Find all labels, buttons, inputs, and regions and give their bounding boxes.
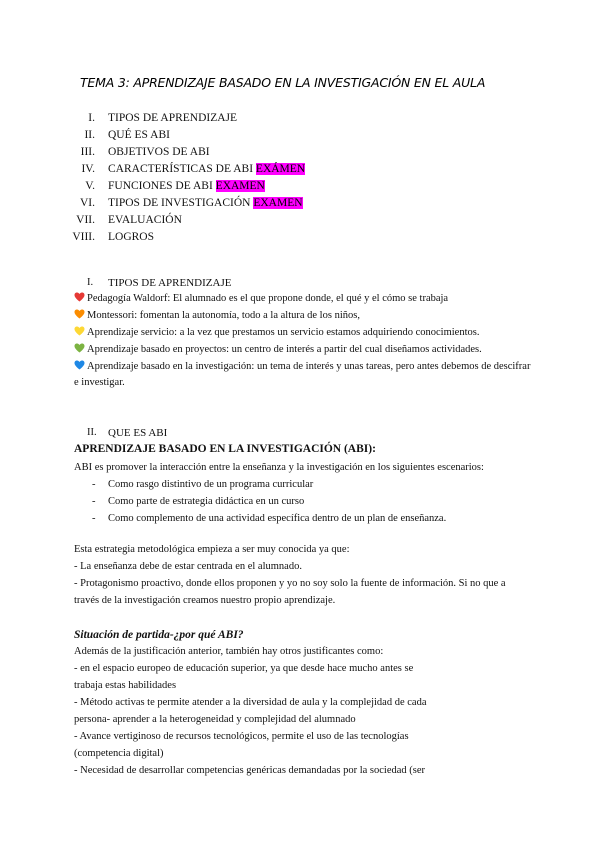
heart-icon [74, 309, 85, 319]
toc-item-text [108, 212, 182, 229]
bullet-dash: - [92, 479, 96, 490]
toc-item-label: CARACTERÍSTICAS DE ABI [108, 163, 254, 175]
section2-p3a: - Protagonismo proactivo, donde ellos proponen y yo no soy solo la fuente de información. Si no que a [74, 578, 506, 589]
toc-item-text [108, 127, 170, 144]
paragraph-line: Además de la justificación anterior, también hay otros justificantes como: [74, 646, 384, 657]
section2-number: II. [87, 427, 97, 438]
toc-item-text [108, 110, 237, 127]
paragraph-line: - en el espacio europeo de educación superior, ya que desde hace mucho antes se [74, 663, 414, 674]
toc-item-text [108, 195, 303, 212]
section2-p2: - La enseñanza debe de estar centrada en el alumnado. [74, 561, 302, 572]
section2-p1: Esta estrategia metodológica empieza a ser muy conocida ya que: [74, 544, 350, 555]
learning-type-item [74, 342, 482, 358]
scenario-bullet-item: Como complemento de una actividad específica dentro de un plan de enseñanza. [108, 513, 447, 524]
toc-item-number: VII. [76, 214, 95, 226]
toc-item [0, 110, 600, 127]
learning-type-text: Montessori: fomentan la autonomía, todo a la altura de los niños, [87, 310, 360, 321]
toc-item-number: V. [85, 180, 95, 192]
learning-type-item [74, 325, 479, 341]
toc-item [0, 195, 600, 212]
learning-type-item [74, 359, 530, 375]
section2-heading: QUE ES ABI [108, 427, 168, 439]
paragraph-line: persona- aprender a la heterogeneidad y complejidad del alumnado [74, 714, 356, 725]
paragraph-line: - Avance vertiginoso de recursos tecnológicos, permite el uso de las tecnologías [74, 731, 409, 742]
exam-highlight-tag: EXAMEN [253, 197, 303, 209]
learning-type-text: Aprendizaje servicio: a la vez que prestamos un servicio estamos adquiriendo conocimientos. [87, 327, 480, 338]
toc-item-label: FUNCIONES DE ABI [108, 180, 213, 192]
paragraph-line: trabaja estas habilidades [74, 680, 177, 691]
document-title: TEMA 3: APRENDIZAJE BASADO EN LA INVESTIGACIÓN EN EL AULA [80, 75, 486, 90]
toc-item-number: II. [84, 129, 95, 141]
toc-item-text [108, 229, 154, 246]
heart-icon [74, 343, 85, 353]
section1-number: I. [87, 277, 94, 288]
learning-type-text: Pedagogía Waldorf: El alumnado es el que propone donde, el qué y el cómo se trabaja [87, 293, 449, 304]
section1-heading: TIPOS DE APRENDIZAJE [108, 277, 232, 289]
toc-item-label: TIPOS DE INVESTIGACIÓN [108, 197, 251, 209]
scenario-bullet-item: Como parte de estrategia didáctica en un curso [108, 496, 305, 507]
toc-item [0, 229, 600, 246]
toc-item [0, 212, 600, 229]
toc-item-label: TIPOS DE APRENDIZAJE [108, 112, 238, 124]
heart-icon [74, 360, 85, 370]
toc-item-number: I. [88, 112, 95, 124]
exam-highlight-tag: EXÁMEN [255, 163, 306, 175]
learning-type-item [74, 291, 448, 307]
toc-item-number: VI. [79, 197, 95, 209]
toc-item [0, 144, 600, 161]
heart-icon [74, 292, 85, 302]
learning-type-text: Aprendizaje basado en la investigación: un tema de interés y unas tareas, pero antes debemos de descifrar [87, 361, 531, 372]
toc-item-text [108, 161, 305, 178]
toc-item [0, 161, 600, 178]
toc-item-label: OBJETIVOS DE ABI [108, 146, 210, 158]
heart-icon [74, 326, 85, 336]
section1-continuation: e investigar. [74, 377, 125, 388]
section2-intro: ABI es promover la interacción entre la enseñanza y la investigación en los siguientes escenarios: [74, 462, 484, 473]
section3-heading: Situación de partida-¿por qué ABI? [74, 629, 244, 641]
toc-item-number: III. [80, 146, 95, 158]
toc-item-number: IV. [81, 163, 95, 175]
learning-type-item [74, 308, 360, 324]
bullet-dash: - [92, 496, 96, 507]
exam-highlight-tag: EXAMEN [215, 180, 265, 192]
toc-item-label: QUÉ ES ABI [108, 129, 170, 141]
learning-type-text: Aprendizaje basado en proyectos: un centro de interés a partir del cual diseñamos actividades. [87, 344, 482, 355]
paragraph-line: - Método activas te permite atender a la diversidad de aula y la complejidad de cada [74, 697, 427, 708]
toc-item [0, 178, 600, 195]
paragraph-line: - Necesidad de desarrollar competencias genéricas demandadas por la sociedad (ser [74, 765, 426, 776]
toc-item-text [108, 178, 265, 195]
scenario-bullet-item: Como rasgo distintivo de un programa curricular [108, 479, 314, 490]
section2-subheading: APRENDIZAJE BASADO EN LA INVESTIGACIÓN (ABI): [74, 443, 376, 455]
toc-item-label: LOGROS [108, 231, 155, 243]
toc-item [0, 127, 600, 144]
toc-item-number: VIII. [72, 231, 95, 243]
toc-item-label: EVALUACIÓN [108, 214, 182, 226]
bullet-dash: - [92, 513, 96, 524]
section2-p3b: través de la investigación creamos nuestro propio aprendizaje. [74, 595, 336, 606]
toc-item-text [108, 144, 210, 161]
paragraph-line: (competencia digital) [74, 748, 164, 759]
table-of-contents [0, 110, 600, 246]
